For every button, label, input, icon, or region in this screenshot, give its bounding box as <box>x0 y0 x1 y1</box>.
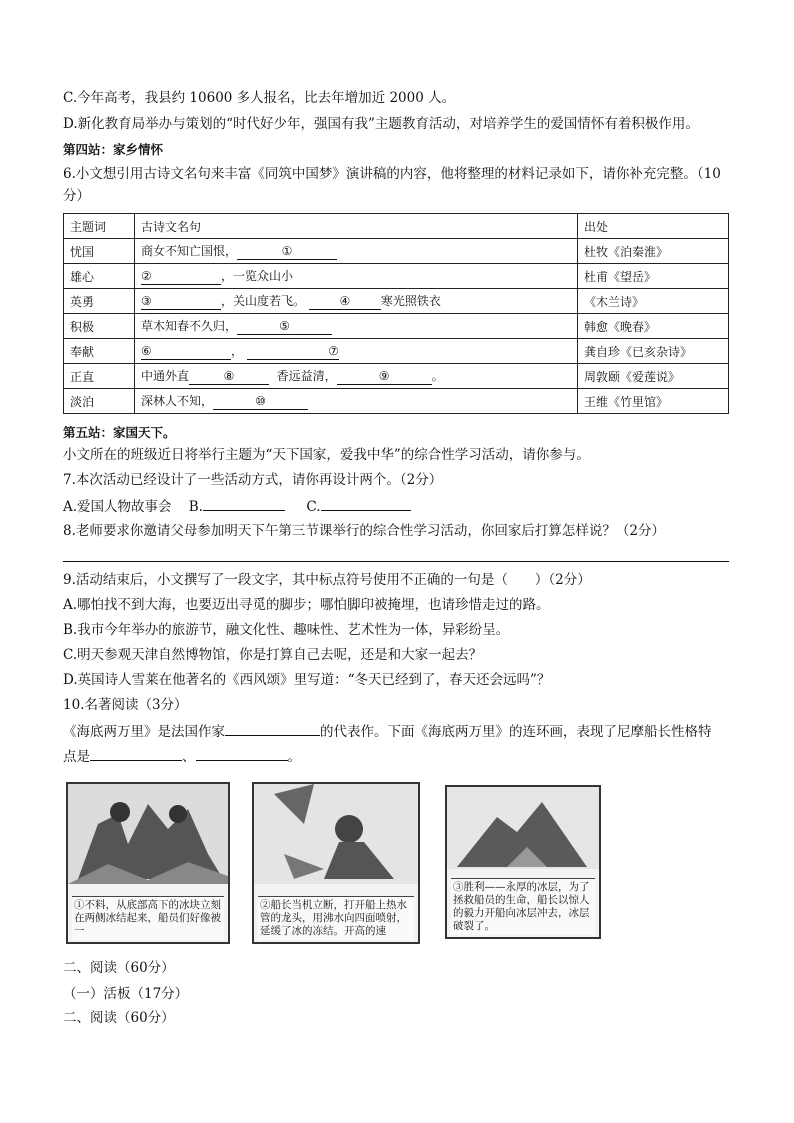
header-source: 出处 <box>578 214 729 239</box>
theme-cell: 淡泊 <box>64 389 135 414</box>
section-2-heading: 二、阅读（60分） <box>63 960 175 976</box>
comic-panel-3 <box>445 785 601 939</box>
option-d: D.新化教育局举办与策划的“时代好少年，强国有我”主题教育活动，对培养学生的爱国情怀有着积极作用。 <box>63 116 699 132</box>
question-7: 7.本次活动已经设计了一些活动方式，请你再设计两个。（2分） <box>63 472 443 488</box>
fill-blank[interactable]: ⑩ <box>213 394 308 410</box>
question-10-line1 <box>63 720 712 742</box>
option-c: C.今年高考，我县约 10600 多人报名，比去年增加近 2000 人。 <box>63 90 456 106</box>
fill-blank[interactable]: ⑦ <box>247 344 339 360</box>
question-7-options <box>63 495 411 517</box>
option-c-label: C. <box>306 499 321 515</box>
source-cell: 韩愈《晚春》 <box>578 314 729 339</box>
answer-line[interactable] <box>63 561 729 562</box>
fill-blank[interactable]: ⑤ <box>237 319 332 335</box>
table-row <box>64 239 729 264</box>
q10-sep: 、 <box>182 749 196 765</box>
author-blank[interactable] <box>225 720 320 736</box>
verse-text: 商女不知亡国恨， <box>141 244 238 258</box>
verse-cell <box>135 264 578 289</box>
option-b-label: B. <box>188 499 203 515</box>
theme-cell: 忧国 <box>64 239 135 264</box>
fill-blank[interactable]: ② <box>141 269 221 285</box>
q10-text-a: 《海底两万里》是法国作家 <box>63 724 225 740</box>
option-c-blank[interactable] <box>321 495 411 511</box>
fill-blank[interactable]: ① <box>237 244 337 260</box>
section-2-heading-repeat: 二、阅读（60分） <box>63 1010 175 1026</box>
header-verse: 古诗文名句 <box>135 214 578 239</box>
fill-blank[interactable]: ④ <box>309 294 381 310</box>
trait-blank-1[interactable] <box>90 745 182 761</box>
theme-cell: 奉献 <box>64 339 135 364</box>
source-cell: 周敦颐《爱莲说》 <box>578 364 729 389</box>
verse-text: 草木知春不久归， <box>141 319 238 333</box>
q9-option-c: C.明天参观天津自然博物馆，你是打算自己去呢，还是和大家一起去？ <box>63 647 483 663</box>
theme-cell: 英勇 <box>64 289 135 314</box>
source-cell: 杜甫《望岳》 <box>578 264 729 289</box>
source-cell: 杜牧《泊秦淮》 <box>578 239 729 264</box>
verse-cell <box>135 364 578 389</box>
fill-blank[interactable]: ③ <box>141 294 221 310</box>
activity-intro: 小文所在的班级近日将举行主题为“天下国家，爱我中华”的综合性学习活动，请你参与。 <box>63 447 590 463</box>
comic-caption-3: ③胜利——永厚的冰层，为了拯救船员的生命，船长以惊人的毅力开船向冰层冲去，冰层破裂了。 <box>451 878 595 935</box>
verse-cell <box>135 314 578 339</box>
question-10: 10.名著阅读（3分） <box>63 697 188 713</box>
question-10-line2 <box>63 745 301 767</box>
station-4-heading: 第四站：家乡情怀 <box>63 142 164 157</box>
verse-text: 深林人不知， <box>141 394 214 408</box>
table-header-row <box>64 214 729 239</box>
question-8: 8.老师要求你邀请父母参加明天下午第三节课举行的综合性学习活动，你回家后打算怎样说？（2分） <box>63 523 665 539</box>
verse-text: ，关山度若飞。 <box>221 294 306 308</box>
fill-blank[interactable]: ⑨ <box>337 369 432 385</box>
section-2-1-heading: （一）活板（17分） <box>63 986 189 1002</box>
option-b-blank[interactable] <box>203 495 285 511</box>
header-theme: 主题词 <box>64 214 135 239</box>
verse-text: 寒光照铁衣 <box>380 294 441 308</box>
verse-cell <box>135 339 578 364</box>
comic-panel-1 <box>66 782 230 944</box>
q10-text-b: 的代表作。下面《海底两万里》的连环画，表现了尼摩船长性格特 <box>320 724 712 740</box>
table-row <box>64 339 729 364</box>
table-row <box>64 389 729 414</box>
q10-text-c: 点是 <box>63 749 90 765</box>
verse-cell <box>135 239 578 264</box>
theme-cell: 积极 <box>64 314 135 339</box>
verse-text: ，一览众山小 <box>221 269 294 283</box>
source-cell: 龚自珍《已亥杂诗》 <box>578 339 729 364</box>
theme-cell: 正直 <box>64 364 135 389</box>
verse-text: 。 <box>431 369 444 383</box>
table-row <box>64 364 729 389</box>
source-cell: 王维《竹里馆》 <box>578 389 729 414</box>
trait-blank-2[interactable] <box>196 745 288 761</box>
table-row <box>64 264 729 289</box>
question-9: 9.活动结束后，小文撰写了一段文字，其中标点符号使用不正确的一句是（ ）（2分） <box>63 572 591 588</box>
comic-caption-2: ②船长当机立断，打开船上热水管的龙头，用沸水向四面喷射，延缓了冰的冻结。开高的速 <box>258 896 414 940</box>
comic-panel-2 <box>252 782 420 944</box>
verse-text: 香远益清， <box>276 369 337 383</box>
q9-option-a: A.哪怕找不到大海，也要迈出寻觅的脚步；哪怕脚印被掩埋，也请珍惜走过的路。 <box>63 597 550 613</box>
source-cell: 《木兰诗》 <box>578 289 729 314</box>
question-6-score: 分） <box>63 188 90 204</box>
verse-text: 中通外直 <box>141 369 190 383</box>
poem-table <box>63 213 729 414</box>
table-row <box>64 314 729 339</box>
verse-cell <box>135 389 578 414</box>
verse-text: ， <box>231 344 244 358</box>
option-a: A.爱国人物故事会 <box>63 499 172 515</box>
station-5-heading: 第五站：家国天下。 <box>63 425 176 440</box>
verse-cell <box>135 289 578 314</box>
q9-option-d: D.英国诗人雪莱在他著名的《西风颂》里写道：“冬天已经到了，春天还会远吗”？ <box>63 672 551 688</box>
q10-end: 。 <box>287 749 301 765</box>
comic-caption-1: ①不料，从底部高下的冰块立刻在两侧冰结起来，船员们好像被一 <box>72 896 224 940</box>
fill-blank[interactable]: ⑥ <box>141 344 231 360</box>
theme-cell: 雄心 <box>64 264 135 289</box>
q9-option-b: B.我市今年举办的旅游节，融文化性、趣味性、艺术性为一体，异彩纷呈。 <box>63 622 510 638</box>
fill-blank[interactable]: ⑧ <box>189 369 269 385</box>
table-row <box>64 289 729 314</box>
question-6: 6.小文想引用古诗文名句来丰富《同筑中国梦》演讲稿的内容，他将整理的材料记录如下，请你补充完整。（10 <box>63 166 721 182</box>
